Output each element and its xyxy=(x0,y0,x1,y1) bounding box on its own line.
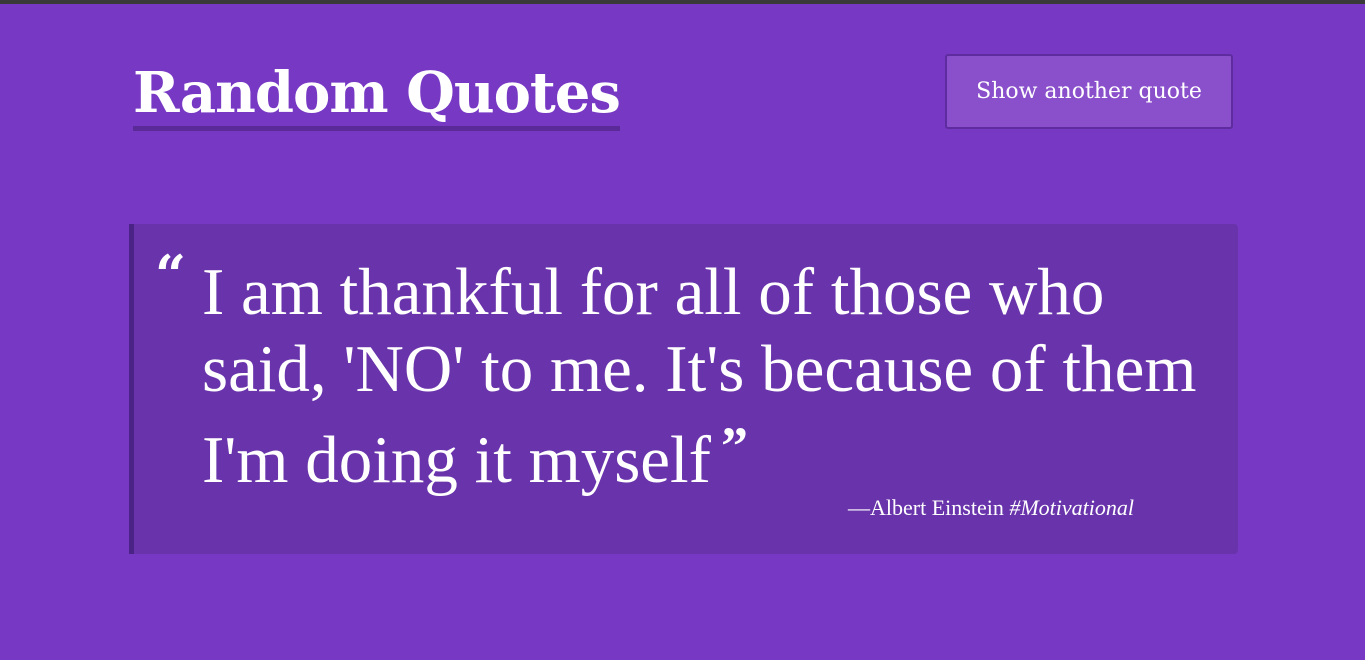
quote-body xyxy=(202,254,1202,499)
quote-tag: #Motivational xyxy=(1009,495,1134,520)
open-quote-icon: “ xyxy=(155,243,187,307)
close-quote-icon: ” xyxy=(720,416,748,476)
quote-author: —Albert Einstein xyxy=(848,495,1004,520)
quote-attribution xyxy=(848,494,1134,522)
quote-text: I am thankful for all of those who said, 'NO' to me. It's because of them I'm doing it myself xyxy=(202,255,1197,497)
quote-card xyxy=(129,224,1238,554)
show-another-quote-button[interactable]: Show another quote xyxy=(945,54,1233,129)
page-title: Random Quotes xyxy=(133,60,620,131)
window-top-edge xyxy=(0,0,1365,4)
